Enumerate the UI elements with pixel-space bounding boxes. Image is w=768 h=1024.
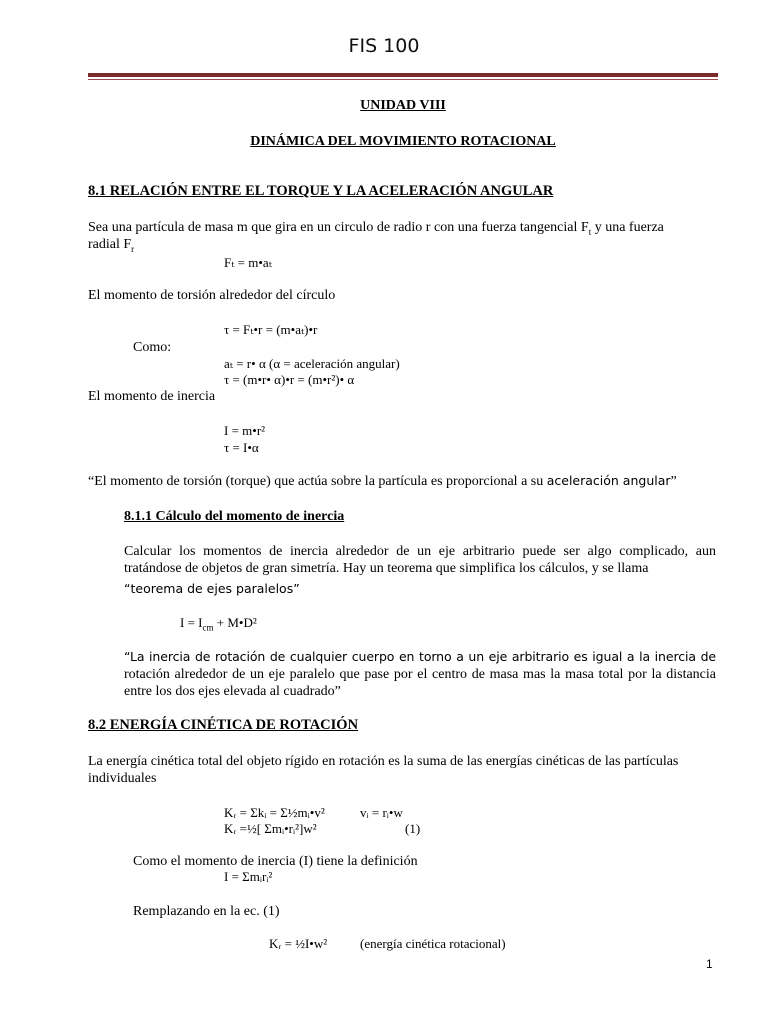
- torsion-moment-text: El momento de torsión alrededor del círculo: [88, 288, 336, 303]
- torque-quote: [88, 472, 677, 490]
- parallel-axis-rest: + M•D²: [213, 615, 257, 630]
- equation-inertia-sum: I = Σmᵢrᵢ²: [224, 869, 273, 884]
- parallel-axis-quote: [124, 648, 716, 700]
- inertia-moment-text: El momento de inercia: [88, 389, 216, 404]
- chapter-title: DINÁMICA DEL MOVIMIENTO ROTACIONAL: [250, 134, 556, 149]
- equation-rotational-kinetic-energy: Kᵣ = ½I•w²: [269, 936, 328, 951]
- rotational-kinetic-energy-label: (energía cinética rotacional): [360, 936, 506, 951]
- header-rule-thick: [88, 73, 718, 77]
- intro2-sub-r: r: [131, 243, 135, 254]
- torque-quote-c: ”: [670, 474, 677, 489]
- equation-kinetic-inertia: Kᵣ =½[ Σmᵢ•rᵢ²]w²: [224, 821, 317, 836]
- section-8-1-1-heading: 8.1.1 Cálculo del momento de inercia: [124, 509, 345, 524]
- section-8-1-intro-line1: [88, 219, 664, 236]
- section-8-1-intro-line2: [88, 236, 134, 253]
- section-8-2-paragraph: La energía cinética total del objeto rígido en rotación es la suma de las energías cinéticas de las partículas individuales: [88, 754, 679, 786]
- section-8-1-heading: 8.1 RELACIÓN ENTRE EL TORQUE Y LA ACELERACIÓN ANGULAR: [88, 183, 554, 199]
- equation-torque-inertia: τ = I•α: [224, 440, 259, 455]
- equation-velocity: vᵢ = rᵢ•w: [360, 805, 403, 820]
- unit-title: UNIDAD VIII: [360, 98, 446, 113]
- inertia-definition-text: Como el momento de inercia (I) tiene la definición: [133, 854, 418, 869]
- como-label: Como:: [133, 340, 172, 355]
- torque-quote-b: aceleración angular: [546, 473, 671, 488]
- equation-kinetic-sum: Kᵣ = Σkᵢ = Σ½mᵢ•v²: [224, 805, 325, 820]
- torque-quote-a: “El momento de torsión (torque) que actúa sobre la partícula es proporcional a su: [88, 474, 547, 489]
- intro-sub-t: t: [588, 226, 592, 237]
- intro-text-a: Sea una partícula de masa m que gira en un circulo de radio r con una fuerza tangencial F: [88, 220, 589, 235]
- intro-text-b: y una fuerza: [591, 220, 664, 235]
- parallel-axis-quote-rest: rotación alrededor de un eje paralelo que pase por el centro de masa mas la masa total por la distancia entre los dos ejes elevada al cuadrado”: [124, 667, 716, 699]
- page-number: 1: [706, 957, 713, 971]
- equation-number-1: (1): [405, 821, 421, 836]
- parallel-axis-theorem-name: “teorema de ejes paralelos”: [124, 581, 300, 596]
- intro2-text: radial F: [88, 237, 132, 252]
- equation-inertia: I = m•r²: [224, 423, 266, 438]
- header-rule-thin: [88, 79, 718, 80]
- equation-torque-expanded: τ = (m•r• α)•r = (m•r²)• α: [224, 372, 355, 387]
- equation-tangential-acceleration: aₜ = r• α (α = aceleración angular): [224, 356, 400, 371]
- equation-tangential-force: Fₜ = m•aₜ: [224, 255, 272, 270]
- equation-torque: τ = Fₜ•r = (m•aₜ)•r: [224, 322, 318, 337]
- parallel-axis-sub-cm: cm: [202, 622, 214, 633]
- parallel-axis-quote-sans: “La inercia de rotación de cualquier cuerpo en torno a un eje arbitrario es igual a la inercia de: [124, 649, 716, 664]
- equation-parallel-axis: [180, 614, 257, 631]
- section-8-2-heading: 8.2 ENERGÍA CINÉTICA DE ROTACIÓN: [88, 717, 359, 733]
- section-8-1-1-paragraph: Calcular los momentos de inercia alrededor de un eje arbitrario puede ser algo complicado, aun tratándose de objetos de gran simetría. Hay un teorema que simplifica los cálculos, y se llama: [124, 544, 716, 576]
- parallel-axis-main: I = I: [180, 615, 203, 630]
- replace-text: Remplazando en la ec. (1): [133, 904, 280, 919]
- page-header-title: FIS 100: [348, 35, 420, 57]
